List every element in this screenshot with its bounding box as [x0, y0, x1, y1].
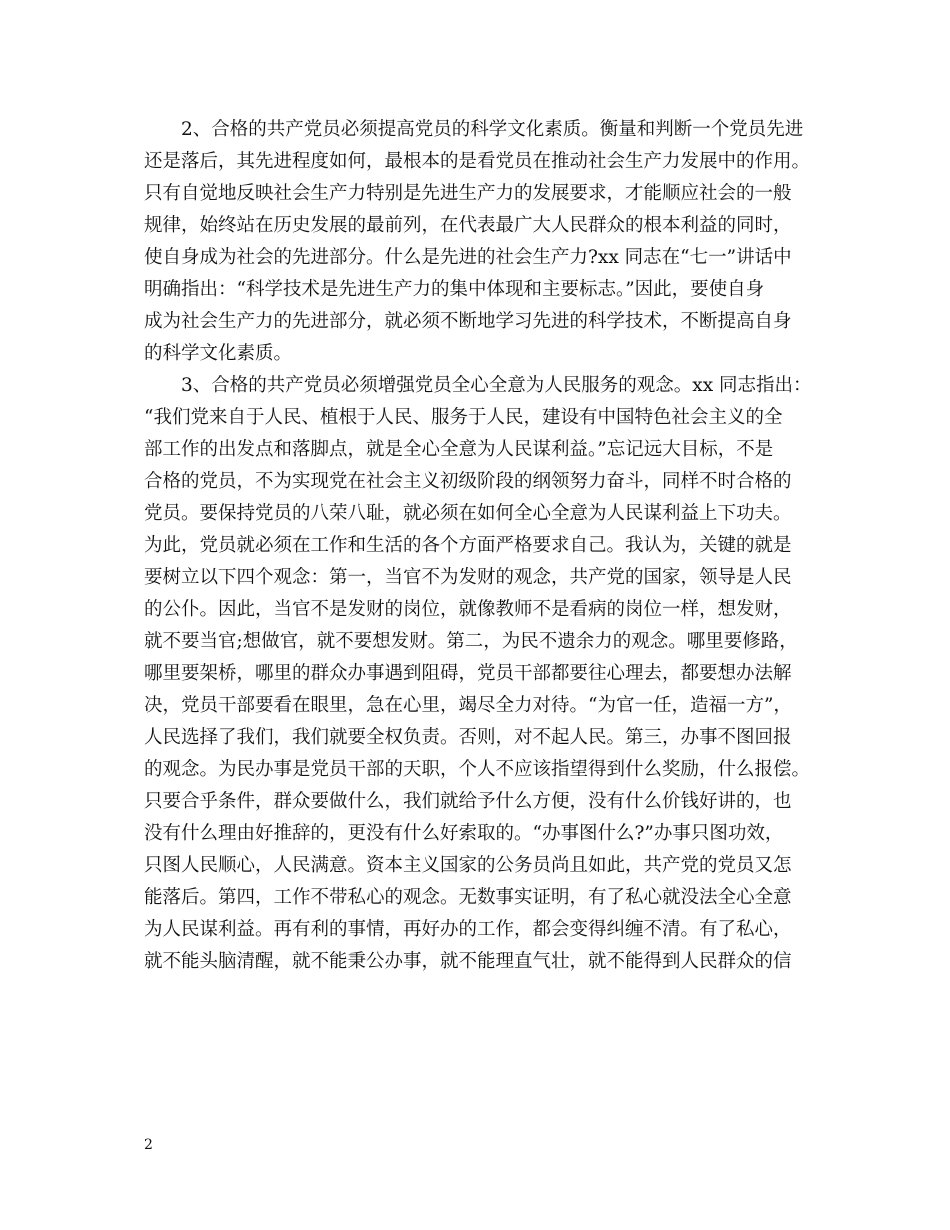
text-line: 人民选择了我们，我们就要全权负责。否则，对不起人民。第三，办事不图回报	[144, 727, 792, 748]
text-line: 还是落后，其先进程度如何，最根本的是看党员在推动社会生产力发展中的作用。	[144, 151, 811, 172]
text-line: 哪里要架桥，哪里的群众办事遇到阻碍，党员干部都要往心理去，都要想办法解	[144, 663, 792, 684]
text-line: 的科学文化素质。	[144, 343, 293, 364]
text-line: 的公仆。因此，当官不是发财的岗位，就像教师不是看病的岗位一样，想发财，	[144, 599, 792, 620]
text-line: 合格的党员，不为实现党在社会主义初级阶段的纲领努力奋斗，同样不时合格的	[144, 471, 792, 492]
text-line: 2、合格的共产党员必须提高党员的科学文化素质。衡量和判断一个党员先进	[181, 119, 804, 140]
text-line: 部工作的出发点和落脚点，就是全心全意为人民谋利益。”忘记远大目标，不是	[144, 439, 774, 460]
text-line: 为此，党员就必须在工作和生活的各个方面严格要求自己。我认为，关键的就是	[144, 535, 792, 556]
text-line: 成为社会生产力的先进部分，就必须不断地学习先进的科学技术，不断提高自身	[144, 311, 792, 332]
text-line: 3、合格的共产党员必须增强党员全心全意为人民服务的观念。xx 同志指出：	[181, 375, 812, 396]
text-line: “我们党来自于人民、植根于人民、服务于人民，建设有中国特色社会主义的全	[144, 407, 783, 428]
text-line: 使自身成为社会的先进部分。什么是先进的社会生产力?xx 同志在“七一”讲话中	[144, 247, 792, 268]
text-line: 明确指出：“科学技术是先进生产力的集中体现和主要标志。”因此，要使自身	[144, 279, 765, 300]
text-line: 的观念。为民办事是党员干部的天职，个人不应该指望得到什么奖励，什么报偿。	[144, 759, 811, 780]
text-line: 党员。要保持党员的八荣八耻，就必须在如何全心全意为人民谋利益上下功夫。	[144, 503, 792, 524]
text-line: 就不要当官;想做官，就不要想发财。第二，为民不遗余力的观念。哪里要修路，	[144, 631, 798, 652]
text-line: 就不能头脑清醒，就不能秉公办事，就不能理直气壮，就不能得到人民群众的信	[144, 951, 792, 972]
text-line: 没有什么理由好推辞的，更没有什么好索取的。“办事图什么?”办事只图功效，	[144, 823, 784, 844]
text-line: 只图人民顺心，人民满意。资本主义国家的公务员尚且如此，共产党的党员又怎	[144, 855, 792, 876]
text-line: 只要合乎条件，群众要做什么，我们就给予什么方便，没有什么价钱好讲的，也	[144, 791, 792, 812]
page-number: 2	[144, 1137, 153, 1153]
text-line: 决，党员干部要看在眼里，急在心里，竭尽全力对待。“为官一任，造福一方”，	[144, 695, 792, 716]
paragraph-3	[144, 370, 824, 978]
text-line: 能落后。第四，工作不带私心的观念。无数事实证明，有了私心就没法全心全意	[144, 887, 792, 908]
text-line: 要树立以下四个观念：第一，当官不为发财的观念，共产党的国家，领导是人民	[144, 567, 792, 588]
text-line: 只有自觉地反映社会生产力特别是先进生产力的发展要求，才能顺应社会的一般	[144, 183, 792, 204]
document-body	[144, 114, 824, 978]
paragraph-2	[144, 114, 824, 370]
text-line: 为人民谋利益。再有利的事情，再好办的工作，都会变得纠缠不清。有了私心，	[144, 919, 792, 940]
text-line: 规律，始终站在历史发展的最前列，在代表最广大人民群众的根本利益的同时，	[144, 215, 792, 236]
